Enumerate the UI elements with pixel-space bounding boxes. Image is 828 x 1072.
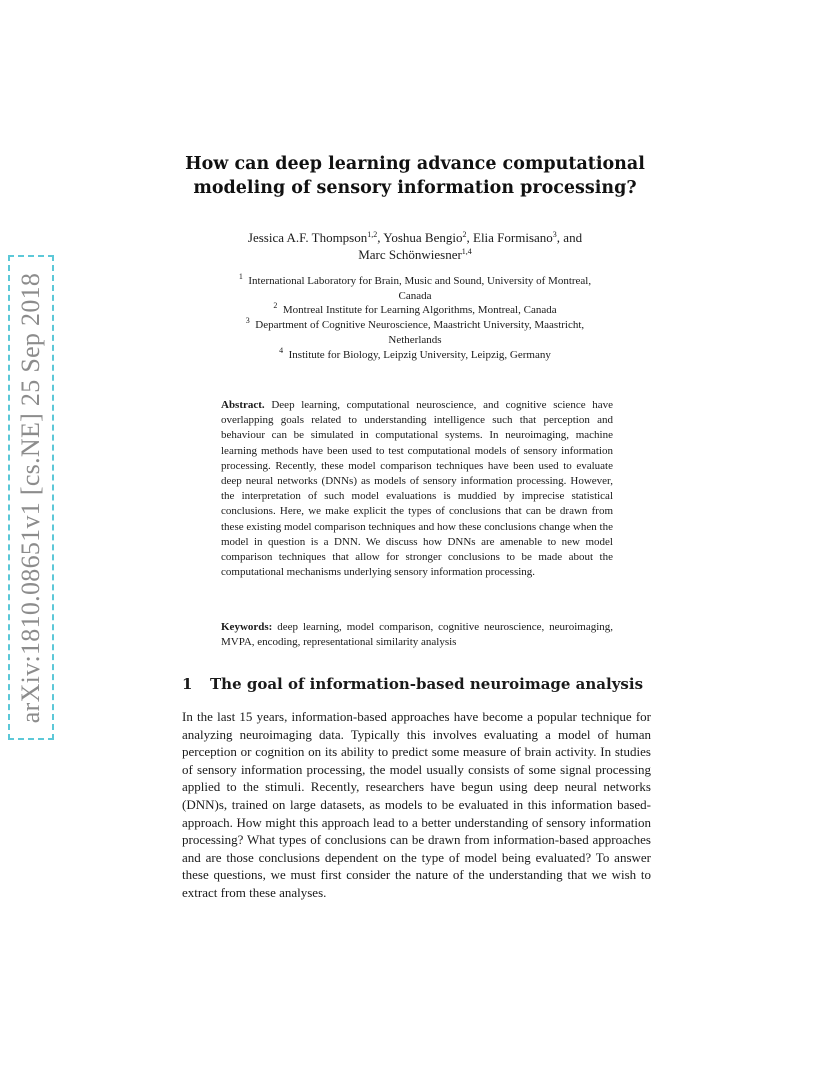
author-affil-marker: 1,2 — [367, 230, 378, 239]
title-line-1: How can deep learning advance computational — [185, 154, 645, 174]
paper-title — [150, 152, 680, 200]
arxiv-id-text: arXiv:1810.08651v1 [cs.NE] 25 Sep 2018 — [16, 272, 45, 723]
affiliation-text: Montreal Institute for Learning Algorithms, Montreal, Canada — [282, 304, 557, 317]
author-affil-marker: 2 — [462, 230, 467, 239]
author-name: Jessica A.F. Thompson — [247, 230, 368, 245]
affiliation-marker: 2 — [273, 301, 278, 311]
section-body-paragraph: In the last 15 years, information-based approaches have become a popular technique for analyzing neuroimaging data. Typically this involves evaluating a model of human perception or cognition on its ability to predict some measure of brain activity. In studies of sensory information processing, the model usually consists of some signal processing applied to the stimuli. Recently, researchers have begun using deep neural networks (DNN)s, trained on large datasets, as models to be evaluated in this information based-approach. How might this approach lead to a better understanding of sensory information processing? What types of conclusions can be drawn from information-based approaches and are those conclusions dependent on the type of model being evaluated? To answer these questions, we must first consider the nature of the understanding that we wish to extract from these analyses. — [182, 709, 651, 900]
title-line-2: modeling of sensory information processing? — [193, 178, 637, 198]
section-number: 1 — [182, 675, 193, 693]
author-name: , Elia Formisano — [466, 230, 553, 245]
affiliation-text: Institute for Biology, Leipzig University, Leipzig, Germany — [288, 348, 551, 361]
arxiv-identifier-stamp — [8, 255, 54, 740]
affiliation-2 — [150, 303, 680, 318]
affiliation-3-continued: Netherlands — [388, 333, 442, 346]
affiliation-marker: 1 — [238, 272, 243, 281]
affiliation-marker: 3 — [245, 316, 250, 326]
author-affil-marker: 1,4 — [461, 247, 472, 256]
keywords — [221, 620, 613, 650]
abstract-text: Deep learning, computational neuroscience, and cognitive science have overlapping goals related to understanding intelligence such that perception and behaviour can be simulated in computational systems. In neuroimaging, machine learning methods have been used to test computational models of sensory information processing. Recently, these model comparison techniques have been used to evaluate deep neural networks (DNNs) as models of sensory information processing. However, the interpretation of such model evaluations is muddied by imprecise statistical conclusions. Here, we make explicit the types of conclusions that can be drawn from these existing model comparison techniques and how these conclusions change when the model in question is a DNN. We discuss how DNNs are amenable to new model comparison techniques that allow for stronger conclusions to be made about the computational mechanisms underlying sensory information processing. — [221, 399, 614, 579]
affiliation-list — [150, 274, 680, 362]
affiliation-1 — [150, 274, 680, 289]
authors-line-2 — [150, 246, 680, 263]
author-name: , Yoshua Bengio — [377, 230, 463, 245]
affiliation-text: International Laboratory for Brain, Music and Sound, University of Montreal, — [248, 275, 592, 287]
abstract-label: Abstract. — [221, 399, 265, 411]
keywords-text: deep learning, model comparison, cognitive neuroscience, neuroimaging, MVPA, encoding, representational similarity analysis — [221, 621, 614, 649]
affiliation-3 — [150, 318, 680, 333]
affiliation-marker: 4 — [279, 345, 284, 355]
section-heading — [182, 674, 652, 694]
affiliation-4 — [150, 345, 680, 363]
keywords-label: Keywords: — [221, 621, 273, 633]
author-name: Marc Schönwiesner — [358, 247, 462, 262]
author-conjunction: , and — [556, 230, 583, 245]
author-list — [150, 229, 680, 263]
author-affil-marker: 3 — [552, 230, 557, 239]
section-title: The goal of information-based neuroimage analysis — [210, 675, 644, 693]
affiliation-text: Department of Cognitive Neuroscience, Maastricht University, Maastricht, — [255, 319, 585, 332]
affiliation-1-continued: Canada — [398, 289, 432, 302]
abstract — [221, 398, 613, 580]
authors-line-1 — [150, 229, 680, 246]
